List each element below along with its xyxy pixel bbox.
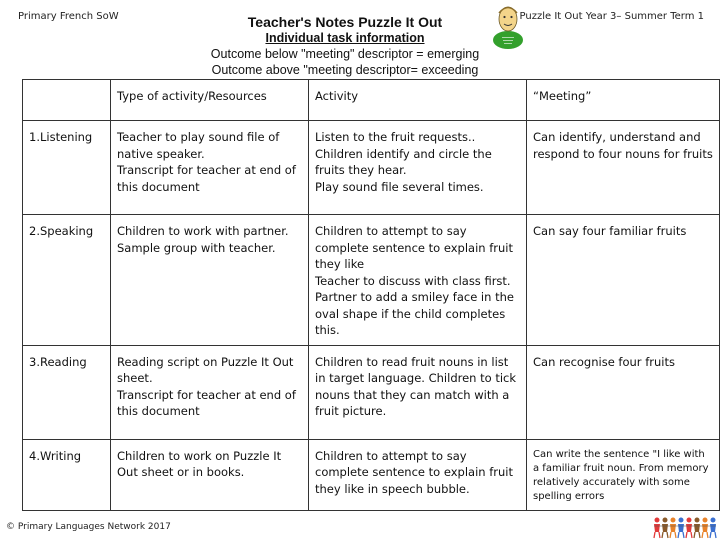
task-table: [22, 79, 720, 511]
page-title: Teacher's Notes Puzzle It Out: [247, 14, 443, 30]
descriptor-line-1: Outcome below "meeting" descriptor = emerging: [210, 47, 480, 61]
resources-cell: [111, 345, 309, 439]
header-cell-resources: Type of activity/Resources: [111, 80, 309, 121]
activity-line: Children to read fruit nouns in list in target language. Children to tick nouns that they can match with a fruit picture.: [315, 354, 517, 418]
activity-line: Teacher to discuss with class first.: [315, 273, 511, 288]
meeting-cell: Can identify, understand and respond to four nouns for fruits: [527, 121, 720, 215]
table-row: [23, 345, 720, 439]
activity-line: Partner to add a smiley face in the oval shape if the child completes this.: [315, 290, 514, 337]
skill-cell: 3.Reading: [23, 345, 111, 439]
skill-cell: 1.Listening: [23, 121, 111, 215]
activity-line: Listen to the fruit requests..: [315, 130, 476, 144]
header-cell-empty: [23, 80, 111, 121]
page-subtitle: Individual task information: [265, 31, 425, 45]
meeting-cell: Can write the sentence "I like with a familiar fruit noun. From memory relatively accurately with some spelling errors: [527, 439, 720, 510]
people-chain-logo-icon: [652, 515, 718, 539]
activity-line: Children to attempt to say complete sentence to explain fruit they like: [315, 224, 513, 271]
activity-cell: [309, 215, 527, 346]
resources-line: Teacher to play sound file of native speaker.: [117, 130, 280, 161]
activity-cell: [309, 439, 527, 510]
resources-cell: [111, 215, 309, 346]
meeting-cell: Can recognise four fruits: [527, 345, 720, 439]
table-row: [23, 215, 720, 346]
skill-cell: 2.Speaking: [23, 215, 111, 346]
table-row: [23, 439, 720, 510]
resources-line: Children to work with partner.: [117, 224, 289, 238]
resources-line: Transcript for teacher at end of this document: [117, 163, 296, 194]
header-left-text: Primary French SoW: [18, 11, 119, 22]
activity-cell: [309, 345, 527, 439]
header-right-text: Puzzle It Out Year 3– Summer Term 1: [519, 11, 704, 22]
header-cell-activity: Activity: [309, 80, 527, 121]
cartoon-face-badge-icon: [492, 4, 524, 50]
activity-cell: [309, 121, 527, 215]
resources-line: Sample group with teacher.: [117, 240, 276, 255]
resources-line: Reading script on Puzzle It Out sheet.: [117, 354, 294, 385]
resources-cell: [111, 121, 309, 215]
descriptor-line-2: Outcome above "meeting descriptor= exceeding: [211, 63, 479, 77]
resources-cell: [111, 439, 309, 510]
activity-line: Play sound file several times.: [315, 179, 484, 194]
meeting-cell: Can say four familiar fruits: [527, 215, 720, 346]
table-header-row: [23, 80, 720, 121]
title-block: [150, 14, 540, 78]
resources-line: Children to work on Puzzle It Out sheet or in books.: [117, 448, 282, 479]
resources-line: Transcript for teacher at end of this document: [117, 387, 296, 418]
activity-line: Children to attempt to say complete sentence to explain fruit they like in speech bubble.: [315, 448, 513, 496]
header-cell-meeting: “Meeting”: [527, 80, 720, 121]
activity-line: Children identify and circle the fruits they hear.: [315, 146, 492, 177]
copyright-footer: © Primary Languages Network 2017: [6, 522, 171, 532]
table-row: [23, 121, 720, 215]
skill-cell: 4.Writing: [23, 439, 111, 510]
